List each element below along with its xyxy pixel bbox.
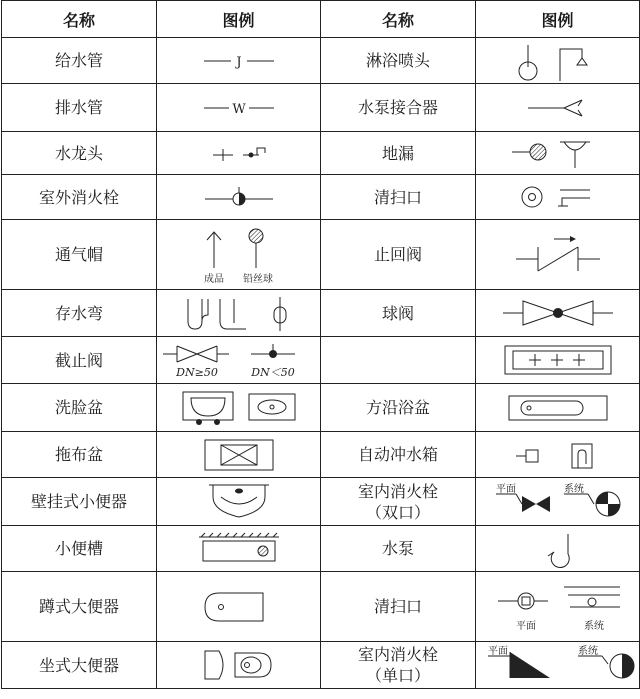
symbol-cell (476, 220, 640, 290)
name-globe-valve: 截止阀 (2, 337, 157, 384)
faucet-icon (179, 141, 299, 165)
check-valve-icon (498, 233, 618, 277)
table-row (2, 337, 640, 384)
plumbing-legend-table (1, 0, 640, 689)
squat-toilet-icon (179, 587, 299, 627)
floor-drain-icon (498, 136, 618, 170)
name-wall-urinal: 壁挂式小便器 (2, 478, 157, 526)
symbol-cell (157, 478, 321, 526)
wall-urinal-icon (179, 481, 299, 523)
indoor-hydrant-single-name (321, 642, 476, 689)
name-auto-flush-tank: 自动冲水箱 (321, 432, 476, 478)
caption: 成品 (203, 273, 224, 285)
table-row (2, 526, 640, 572)
table-row (2, 220, 640, 290)
name-vent-cap: 通气帽 (2, 220, 157, 290)
table-row (2, 84, 640, 132)
name-square-bathtub: 方沿浴盆 (321, 384, 476, 432)
name-ball-valve: 球阀 (321, 290, 476, 337)
name-suffix-single: （单口） (365, 666, 430, 685)
symbol-cell (157, 38, 321, 84)
table-row (2, 572, 640, 642)
name-outdoor-hydrant: 室外消火栓 (2, 175, 157, 220)
header-name-left: 名称 (2, 1, 157, 38)
symbol-cell (157, 642, 321, 689)
symbol-text: W (231, 101, 246, 117)
indoor-hydrant-double-name (321, 478, 476, 526)
urinal-trough-icon (179, 531, 299, 567)
table-row (2, 290, 640, 337)
symbol-cell (476, 384, 640, 432)
symbol-cell (157, 84, 321, 132)
name-water-supply-pipe: 给水管 (2, 38, 157, 84)
auto-flush-tank-icon (498, 438, 618, 472)
header-name-right: 名称 (321, 1, 476, 38)
pump-adapter-icon (498, 93, 618, 123)
vent-cap-icon (174, 224, 304, 286)
table-row (2, 432, 640, 478)
indoor-hydrant-single-icon (478, 644, 638, 686)
name-empty (321, 337, 476, 384)
sink-basin-icon (493, 342, 623, 378)
ball-valve-icon (493, 295, 623, 331)
name-urinal-trough: 小便槽 (2, 526, 157, 572)
name-indoor-hydrant-double: 室内消火栓 (357, 481, 438, 501)
square-bathtub-icon (493, 390, 623, 426)
caption: 系统 (563, 483, 584, 495)
symbol-cell (157, 220, 321, 290)
name-squat-toilet: 蹲式大便器 (2, 572, 157, 642)
symbol-cell (157, 384, 321, 432)
table-row (2, 384, 640, 432)
symbol-cell (476, 572, 640, 642)
mop-sink-icon (179, 436, 299, 474)
name-seat-toilet: 坐式大便器 (2, 642, 157, 689)
name-washbasin: 洗脸盆 (2, 384, 157, 432)
symbol-cell (157, 132, 321, 175)
table-row (2, 38, 640, 84)
name-indoor-hydrant-single: 室内消火栓 (357, 645, 438, 664)
symbol-cell (157, 337, 321, 384)
symbol-cell (476, 478, 640, 526)
symbol-cell (476, 432, 640, 478)
name-mop-sink: 拖布盆 (2, 432, 157, 478)
caption: 平面 (487, 646, 508, 657)
indoor-hydrant-double-icon (488, 482, 628, 522)
washbasin-icon (169, 388, 309, 428)
seat-toilet-icon (179, 645, 299, 685)
symbol-cell (476, 526, 640, 572)
symbol-cell (476, 337, 640, 384)
name-cleanout: 清扫口 (321, 175, 476, 220)
table-row (2, 478, 640, 526)
table-row (2, 132, 640, 175)
name-cleanout-2: 清扫口 (321, 572, 476, 642)
symbol-cell (476, 132, 640, 175)
table-row (2, 642, 640, 689)
name-water-pump: 水泵 (321, 526, 476, 572)
name-faucet: 水龙头 (2, 132, 157, 175)
drain-pipe-icon (179, 98, 299, 118)
header-row (2, 1, 640, 38)
name-drain-pipe: 排水管 (2, 84, 157, 132)
name-floor-drain: 地漏 (321, 132, 476, 175)
symbol-cell (476, 84, 640, 132)
symbol-cell (476, 642, 640, 689)
trap-icon (174, 293, 304, 333)
header-symbol-left: 图例 (157, 1, 321, 38)
caption: 系统 (577, 646, 598, 657)
symbol-cell (157, 175, 321, 220)
name-shower-head: 淋浴喷头 (321, 38, 476, 84)
cleanout-icon (498, 182, 618, 212)
symbol-cell (476, 175, 640, 220)
symbol-cell (476, 290, 640, 337)
name-pump-adapter: 水泵接合器 (321, 84, 476, 132)
caption: DN≥50 (175, 366, 218, 379)
symbol-cell (157, 432, 321, 478)
symbol-cell (157, 572, 321, 642)
name-suffix-double: （双口） (365, 502, 430, 522)
cleanout-plan-system-icon (488, 577, 628, 637)
shower-head-icon (498, 41, 618, 81)
caption: DN＜50 (250, 366, 295, 379)
table-row (2, 175, 640, 220)
symbol-text: J (235, 54, 242, 70)
symbol-cell (476, 38, 640, 84)
symbol-cell (157, 290, 321, 337)
water-pump-icon (498, 530, 618, 568)
caption: 系统 (583, 620, 604, 632)
caption: 平面 (495, 483, 516, 495)
caption: 平面 (515, 620, 536, 632)
water-supply-pipe-icon (179, 51, 299, 71)
name-check-valve: 止回阀 (321, 220, 476, 290)
outdoor-hydrant-icon (179, 183, 299, 211)
name-trap: 存水弯 (2, 290, 157, 337)
header-symbol-right: 图例 (476, 1, 640, 38)
globe-valve-icon (159, 340, 319, 380)
caption: 铅丝球 (242, 273, 273, 285)
symbol-cell (157, 526, 321, 572)
